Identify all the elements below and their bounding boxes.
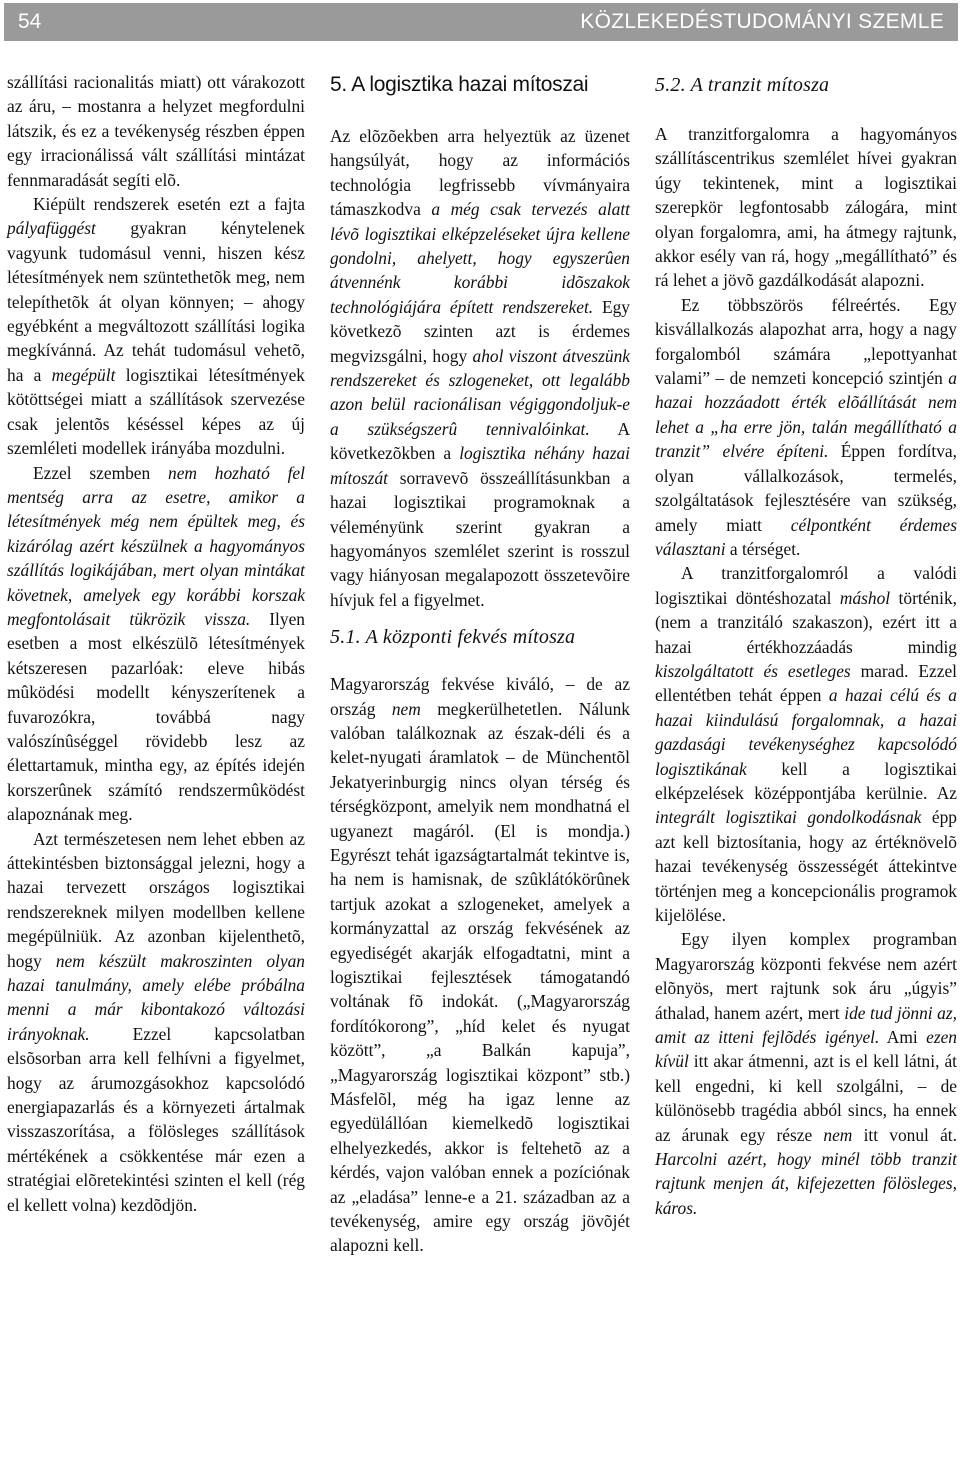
page-number: 54 bbox=[18, 10, 42, 33]
emphasis-text: megépült bbox=[51, 364, 116, 385]
emphasis-text: nem bbox=[823, 1124, 853, 1145]
paragraph: Ezzel szemben nem hozható fel mentség arra az esetre, amikor a létesítmények még nem épültek meg, és kizárólag azért készülnek a hagyományos szállítás logikájában, mert olyan mintákat követnek, amelyek egy korábbi korszak megfontolásait tükrözik vissza. Ilyen esetben a most elkészülõ létesítmények kétszeresen pazarlóak: eleve hibás mûködési modellt kényszerítenek a fuvarozókra, továbbá nagy valószínûséggel rövidebb lesz az élettartamuk, mintha egy, az építés idején korszerûnek számító rendszermûködést alapoznának meg. bbox=[7, 462, 305, 825]
emphasis-text: ide tud jönni az, amit az itteni fejlõdés igényel. bbox=[655, 1002, 957, 1048]
emphasis-text: ezen kívül bbox=[655, 1027, 957, 1072]
section-title: 5. A logisztika hazai mítoszai bbox=[330, 73, 589, 96]
emphasis-text: kiszolgáltatott és esetleges bbox=[655, 660, 851, 681]
paragraph: Kiépült rendszerek esetén ezt a fajta pályafüggést gyakran kénytelenek vagyunk tudomásul venni, hiszen kész létesítmények nem szüntethetõk meg, nem telepíthetõk át olyan könnyen; – ahogy egyébként a megváltozott szállítási logika megkívánná. Az tehát tudomásul vehetõ, ha a megépült logisztikai létesítmények kötöttségei miatt a szállítások szervezése csak jelentõs késéssel képes az új szemléleti modellek irányába mozdulni. bbox=[7, 194, 305, 459]
column-3 bbox=[655, 70, 957, 1220]
subsection-title: 5.2. A tranzit mítosza bbox=[655, 74, 830, 96]
subsection-title: 5.1. A központi fekvés mítosza bbox=[330, 626, 576, 649]
paragraph: A tranzitforgalomról a valódi logisztikai döntéshozatal máshol történik, (nem a tranzitáló szakaszon), ezért itt a hazai értékhozzáadás mindig kiszolgáltatott és esetleges marad. Ezzel ellentétben tehát éppen a hazai célú és a hazai kiindulású forgalomnak, a hazai gazdasági tevékenységhez kapcsolódó logisztikának kell a logisztikai elképzelések középpontjába kerülnie. Az integrált logisztikai gondolkodásnak épp azt kell biztosítania, hogy az értéknövelõ hazai tevékenység összességét áttekintve történjen meg a koncepcionális programok kijelölése. bbox=[655, 563, 958, 925]
page-header bbox=[4, 3, 958, 41]
paragraph: Azt természetesen nem lehet ebben az áttekintésben biztonsággal jelezni, hogy a hazai tervezett országos logisztikai rendszereknek milyen modellben kellene megépülniük. Az azonban kijelenthetõ, hogy nem készült makroszinten olyan hazai tanulmány, amely elébe próbálna menni a már kibontakozó változási irányoknak. Ezzel kapcsolatban elsõsorban arra kell felhívni a figyelmet, hogy az árumozgásokhoz kapcsolódó energiapazarlás és a környezeti ártalmak visszaszorítása, a fölösleges szállítások mértékének a csökkentése már ezen a stratégiai elõretekintési szinten el kell (rég el kellett volna) kezdõdjön. bbox=[7, 828, 305, 1215]
paragraph: Magyarország fekvése kiváló, – de az ország nem megkerülhetetlen. Nálunk valóban találkoznak az észak-déli és a kelet-nyugati áramlatok – de Münchentõl Jekatyerinburgig nincs olyan térség és térségközpont, amelyik nem mondhatná el ugyanezt magáról. (El is mondja.) Egyrészt tehát igazságtartalmát tekintve is, ha nem is hamisnak, de szûklátókörûnek tartjuk azokat a szlogeneket, amelyek a kormányzattal az ország fekvésének az egyediségét akarják elfogadtatni, mint a logisztikai fejlesztések támogatandó voltának fõ indokát. („Magyarország fordítókorong”, „híd kelet és nyugat között”, „a Balkán kapuja”, „Magyarország logisztikai központ” stb.) Másfelõl, még ha igaz lenne az egyedülállóan kiemelkedõ logisztikai elhelyezkedés, akkor is feltehetõ az a kérdés, vajon valóban ennek a pozíciónak az „eladása” lenne-e a 21. században az a tevékenység, amire egy ország jövõjét alapozni kell. bbox=[330, 674, 630, 1256]
emphasis-text: célpontként érdemes választani bbox=[655, 514, 957, 559]
emphasis-text: Harcolni azért, hogy minél több tranzit rajtunk menjen át, kifejezetten fölösleges, káros. bbox=[655, 1149, 957, 1218]
journal-title: KÖZLEKEDÉSTUDOMÁNYI SZEMLE bbox=[580, 10, 944, 33]
emphasis-text: a még csak tervezés alatt lévõ logisztikai elképzeléseket újra kellene gondolni, ahelyett, hogy egyszerûen átvennénk korábbi idõszakok technológiájára épített rendszereket. bbox=[330, 199, 630, 317]
paragraph: szállítási racionalitás miatt) ott várakozott az áru, – mostanra a helyzet megfordulni látszik, és ez a tevékenység részben éppen egy irracionálissá vált szállítási mintázat fennmaradását segíti elõ. bbox=[7, 72, 305, 190]
paragraph: Ez többszörös félreértés. Egy kisvállalkozás alapozhat arra, hogy a nagy forgalomból számára „lepottyanhat valami” – de nemzeti koncepció szintjén a hazai hozzáadott érték elõállítását nem lehet a „ha erre jön, talán megállítható a tranzit” elvére építeni. Éppen fordítva, olyan vállalkozások, termelés, szolgáltatások fejlesztésére van szükség, amely miatt célpontként érdemes választani a térséget. bbox=[655, 294, 957, 559]
emphasis-text: máshol bbox=[839, 587, 891, 608]
paragraph: Az elõzõekben arra helyeztük az üzenet hangsúlyát, hogy az információs technológia legfrissebb vívmányaira támaszkodva a még csak tervezés alatt lévõ logisztikai elképzeléseket újra kellene gondolni, ahelyett, hogy egyszerûen átvennénk korábbi idõszakok technológiájára épített rendszereket. Egy következõ szinten azt is érdemes megvizsgálni, hogy ahol viszont átveszünk rendszereket és szlogeneket, ott legalább azon belül racionálisan végiggondoljuk-e a szükségszerû tennivalóinkat. A következõkben a logisztika néhány hazai mítoszát sorravevõ összeállításunkban a hazai logisztikai programoknak a véleményünk szerint gyakran a hagyományos szemlélet szerint is rosszul vagy hiányosan megalapozott összetevõire hívjuk fel a figyelmet. bbox=[330, 126, 631, 610]
emphasis-text: integrált logisztikai gondolkodásnak bbox=[655, 807, 922, 828]
paragraph: Egy ilyen komplex programban Magyarország központi fekvése nem azért elõnyös, mert rajtunk sok áru „úgyis” áthalad, hanem azért, mert ide tud jönni az, amit az itteni fejlõdés igényel. Ami ezen kívül itt akar átmenni, azt is el kell látni, át kell engedni, ki kell szolgálni, – de különösebb tragédia abból sincs, ha ennek az árunak egy része nem itt vonul át. Harcolni azért, hogy minél több tranzit rajtunk menjen át, kifejezetten fölösleges, káros. bbox=[655, 929, 957, 1218]
emphasis-text: nem hozható fel mentség arra az esetre, amikor a létesítmények még nem épültek meg, és kizárólag azért készülnek a hagyományos szállítás logikájában, mert olyan mintákat követnek, amelyek egy korábbi korszak megfontolásait tükrözik vissza. bbox=[7, 462, 305, 629]
paragraph: A tranzitforgalomra a hagyományos szállításcentrikus szemlélet hívei gyakran úgy tekintenek, mint a logisztikai szerepkör legfontosabb zálogára, mint olyan forgalomra, ami, ha átmegy rajtunk, akkor esély van rá, hogy „megállítható” és rá lehet a jövõ gazdálkodását alapozni. bbox=[655, 124, 957, 291]
emphasis-text: pályafüggést bbox=[7, 218, 96, 239]
emphasis-text: a hazai hozzáadott érték elõállítását nem lehet a „ha erre jön, talán megállítható a tranzit” elvére építeni. bbox=[655, 368, 957, 462]
column-2 bbox=[330, 70, 630, 1258]
emphasis-text: logisztika néhány hazai mítoszát bbox=[330, 443, 630, 488]
column-1 bbox=[7, 70, 305, 1217]
emphasis-text: a hazai célú és a hazai kiindulású forgalomnak, a hazai gazdasági tevékenységhez kapcsolódó logisztikának bbox=[655, 685, 958, 779]
emphasis-text: ahol viszont átveszünk rendszereket és szlogeneket, ott legalább azon belül racionálisan végiggondoljuk-e a szükségszerû tennivalóinkat. bbox=[330, 345, 630, 439]
emphasis-text: nem bbox=[391, 698, 421, 719]
emphasis-text: nem készült makroszinten olyan hazai tanulmány, amely elébe próbálna menni a már kibontakozó változási irányoknak. bbox=[7, 950, 305, 1044]
